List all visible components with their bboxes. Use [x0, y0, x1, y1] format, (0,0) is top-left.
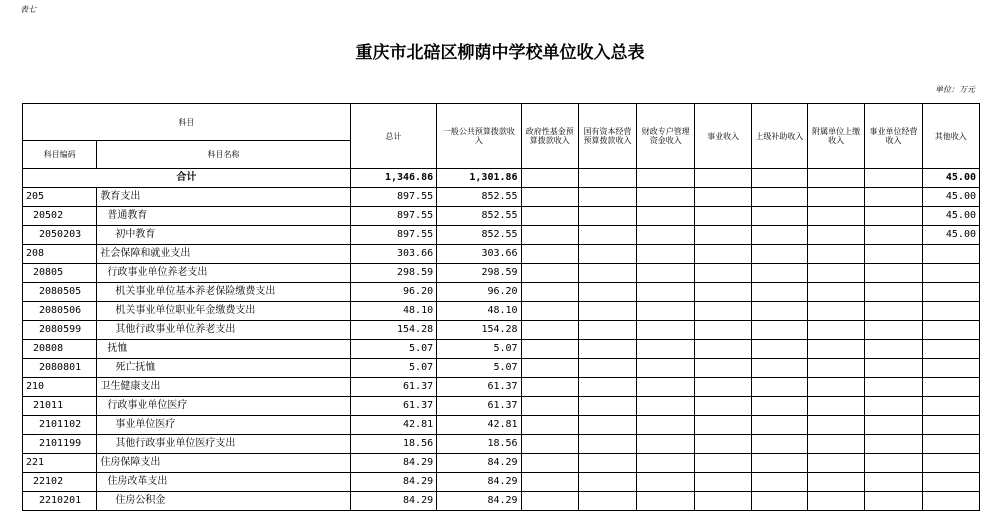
row-name: 住房改革支出: [97, 473, 350, 492]
row-total: 42.81: [350, 416, 436, 435]
row-name: 卫生健康支出: [97, 378, 350, 397]
header-fiscal-account: 财政专户管理资金收入: [637, 104, 695, 169]
row-name: 行政事业单位医疗: [97, 397, 350, 416]
row-total: 5.07: [350, 340, 436, 359]
row-code: 2080599: [23, 321, 97, 340]
table-row: [23, 340, 980, 359]
table-row: [23, 397, 980, 416]
row-name: 普通教育: [97, 207, 350, 226]
row-total: 897.55: [350, 226, 436, 245]
total-label: 合计: [23, 169, 351, 188]
row-code: 22102: [23, 473, 97, 492]
row-other: 45.00: [922, 226, 979, 245]
row-name: 事业单位医疗: [97, 416, 350, 435]
total-amount: 1,346.86: [350, 169, 436, 188]
row-total: 84.29: [350, 473, 436, 492]
row-general: 852.55: [437, 226, 521, 245]
row-general: 96.20: [437, 283, 521, 302]
header-code: 科目编码: [23, 141, 97, 169]
table-row: [23, 226, 980, 245]
table-row: [23, 188, 980, 207]
row-other: [922, 302, 979, 321]
row-other: [922, 359, 979, 378]
row-total: 48.10: [350, 302, 436, 321]
row-code: 20805: [23, 264, 97, 283]
table-row: [23, 321, 980, 340]
row-general: 154.28: [437, 321, 521, 340]
row-code: 2050203: [23, 226, 97, 245]
table-row: [23, 492, 980, 511]
header-superior-subsidy: 上级补助收入: [751, 104, 807, 169]
table-row: [23, 264, 980, 283]
table-row: [23, 416, 980, 435]
row-total: 61.37: [350, 378, 436, 397]
row-code: 2080801: [23, 359, 97, 378]
total-general: 1,301.86: [437, 169, 521, 188]
header-gov-fund: 政府性基金预算拨款收入: [521, 104, 578, 169]
header-affiliated: 附属单位上缴收入: [808, 104, 865, 169]
row-code: 221: [23, 454, 97, 473]
row-name: 行政事业单位养老支出: [97, 264, 350, 283]
table-row: [23, 435, 980, 454]
row-code: 210: [23, 378, 97, 397]
row-other: [922, 397, 979, 416]
row-code: 2210201: [23, 492, 97, 511]
row-name: 社会保障和就业支出: [97, 245, 350, 264]
row-name: 教育支出: [97, 188, 350, 207]
row-general: 61.37: [437, 378, 521, 397]
row-total: 154.28: [350, 321, 436, 340]
table-row: [23, 283, 980, 302]
row-other: [922, 454, 979, 473]
header-name: 科目名称: [97, 141, 350, 169]
row-general: 84.29: [437, 454, 521, 473]
row-code: 2080506: [23, 302, 97, 321]
row-code: 21011: [23, 397, 97, 416]
table-row: [23, 454, 980, 473]
header-general-budget: 一般公共预算拨款收入: [437, 104, 521, 169]
row-other: [922, 435, 979, 454]
row-name: 住房公积金: [97, 492, 350, 511]
row-general: 5.07: [437, 359, 521, 378]
row-other: [922, 416, 979, 435]
row-general: 48.10: [437, 302, 521, 321]
row-code: 208: [23, 245, 97, 264]
table-row: [23, 245, 980, 264]
row-other: [922, 321, 979, 340]
table-row: [23, 473, 980, 492]
row-other: [922, 492, 979, 511]
table-row: [23, 302, 980, 321]
row-name: 其他行政事业单位医疗支出: [97, 435, 350, 454]
row-general: 42.81: [437, 416, 521, 435]
row-total: 897.55: [350, 188, 436, 207]
unit-label: 单位：万元: [935, 85, 975, 94]
row-total: 897.55: [350, 207, 436, 226]
row-total: 303.66: [350, 245, 436, 264]
row-name: 住房保障支出: [97, 454, 350, 473]
header-subject: 科目: [23, 104, 351, 141]
row-general: 84.29: [437, 473, 521, 492]
row-code: 2080505: [23, 283, 97, 302]
row-total: 298.59: [350, 264, 436, 283]
header-business: 事业收入: [695, 104, 751, 169]
row-other: [922, 245, 979, 264]
row-name: 死亡抚恤: [97, 359, 350, 378]
row-other: [922, 264, 979, 283]
row-general: 852.55: [437, 188, 521, 207]
row-total: 84.29: [350, 454, 436, 473]
row-name: 初中教育: [97, 226, 350, 245]
header-state-capital: 国有资本经营预算拨款收入: [578, 104, 636, 169]
header-other: 其他收入: [922, 104, 979, 169]
row-total: 96.20: [350, 283, 436, 302]
row-general: 298.59: [437, 264, 521, 283]
row-general: 61.37: [437, 397, 521, 416]
row-general: 84.29: [437, 492, 521, 511]
page-title: 重庆市北碚区柳荫中学校单位收入总表: [355, 43, 645, 63]
row-code: 20808: [23, 340, 97, 359]
row-name: 抚恤: [97, 340, 350, 359]
row-other: [922, 473, 979, 492]
row-name: 机关事业单位职业年金缴费支出: [97, 302, 350, 321]
document-label: 表七: [20, 5, 36, 14]
table-row: [23, 378, 980, 397]
income-summary-table: [22, 103, 980, 511]
header-operating: 事业单位经营收入: [865, 104, 922, 169]
row-other: [922, 340, 979, 359]
row-other: 45.00: [922, 188, 979, 207]
row-other: 45.00: [922, 207, 979, 226]
table-row: [23, 359, 980, 378]
row-total: 84.29: [350, 492, 436, 511]
row-other: [922, 283, 979, 302]
row-general: 5.07: [437, 340, 521, 359]
row-code: 20502: [23, 207, 97, 226]
row-total: 5.07: [350, 359, 436, 378]
row-total: 61.37: [350, 397, 436, 416]
row-total: 18.56: [350, 435, 436, 454]
row-general: 852.55: [437, 207, 521, 226]
row-other: [922, 378, 979, 397]
row-general: 18.56: [437, 435, 521, 454]
row-general: 303.66: [437, 245, 521, 264]
row-code: 2101102: [23, 416, 97, 435]
row-code: 2101199: [23, 435, 97, 454]
row-code: 205: [23, 188, 97, 207]
total-row: [23, 169, 980, 188]
header-total: 总计: [350, 104, 436, 169]
table-row: [23, 207, 980, 226]
row-name: 其他行政事业单位养老支出: [97, 321, 350, 340]
row-name: 机关事业单位基本养老保险缴费支出: [97, 283, 350, 302]
total-other: 45.00: [922, 169, 979, 188]
